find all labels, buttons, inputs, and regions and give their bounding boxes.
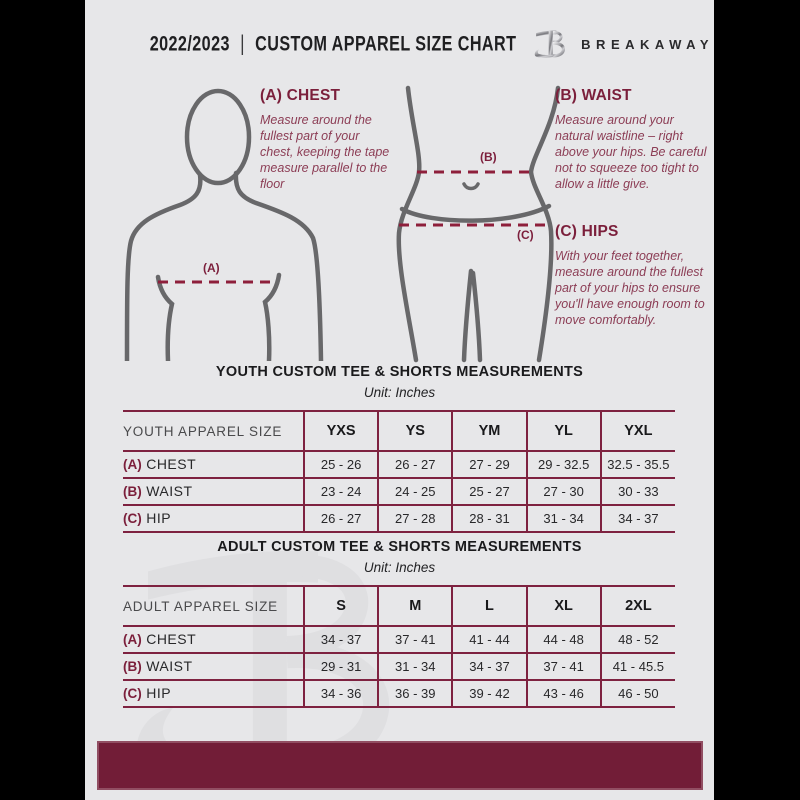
adult-size-xl: XL bbox=[527, 586, 601, 626]
adult-table-unit: Unit: Inches bbox=[363, 560, 436, 575]
cell: 27 - 29 bbox=[452, 451, 526, 478]
cell: 24 - 25 bbox=[378, 478, 452, 505]
cell: 32.5 - 35.5 bbox=[601, 451, 675, 478]
cell: 43 - 46 bbox=[527, 680, 601, 707]
youth-hip-label bbox=[123, 505, 304, 532]
cell: 25 - 26 bbox=[304, 451, 378, 478]
youth-size-yxs: YXS bbox=[304, 411, 378, 451]
header-divider: | bbox=[240, 31, 245, 56]
marker-chest: (A) bbox=[203, 261, 220, 275]
cell: 30 - 33 bbox=[601, 478, 675, 505]
row-label: WAIST bbox=[146, 482, 193, 499]
youth-size-column-header: YOUTH APPAREL SIZE bbox=[123, 423, 283, 439]
youth-size-ym: YM bbox=[452, 411, 526, 451]
youth-size-table bbox=[123, 410, 675, 533]
cell: 26 - 27 bbox=[378, 451, 452, 478]
adult-chest-label bbox=[123, 626, 304, 653]
cell: 25 - 27 bbox=[452, 478, 526, 505]
hips-body-text: With your feet together, measure around the fullest part of your hips to ensure you'll have enough room to move comfortably. bbox=[555, 249, 705, 327]
cell: 34 - 37 bbox=[304, 626, 378, 653]
chest-heading: (A) CHEST bbox=[260, 87, 341, 104]
youth-size-ys: YS bbox=[378, 411, 452, 451]
cell: 46 - 50 bbox=[601, 680, 675, 707]
cell: 37 - 41 bbox=[378, 626, 452, 653]
adult-hip-label bbox=[123, 680, 304, 707]
waist-heading: (B) WAIST bbox=[555, 87, 632, 104]
cell: 36 - 39 bbox=[378, 680, 452, 707]
row-label: HIP bbox=[146, 684, 172, 701]
waist-body-text: Measure around your natural waistline – right above your hips. Be careful not to squeeze too tight to allow a little give. bbox=[555, 113, 707, 191]
adult-size-column-header: ADULT APPAREL SIZE bbox=[123, 598, 278, 614]
row-prefix: (C) bbox=[123, 685, 142, 701]
cell: 29 - 31 bbox=[304, 653, 378, 680]
chest-body-text: Measure around the fullest part of your chest, keeping the tape measure parallel to the floor bbox=[260, 113, 390, 191]
marker-hips: (C) bbox=[517, 228, 534, 242]
cell: 34 - 37 bbox=[601, 505, 675, 532]
cell: 41 - 44 bbox=[452, 626, 526, 653]
row-label: CHEST bbox=[146, 630, 197, 647]
row-prefix: (A) bbox=[123, 631, 142, 647]
cell: 27 - 30 bbox=[527, 478, 601, 505]
size-chart-page bbox=[85, 0, 714, 800]
adult-waist-label bbox=[123, 653, 304, 680]
header-year: 2022/2023 bbox=[149, 31, 230, 56]
row-label: WAIST bbox=[146, 657, 193, 674]
header-title-group bbox=[150, 31, 517, 57]
hips-heading: (C) HIPS bbox=[555, 223, 619, 240]
youth-table-title: YOUTH CUSTOM TEE & SHORTS MEASUREMENTS bbox=[215, 364, 584, 380]
cell: 44 - 48 bbox=[527, 626, 601, 653]
table-row bbox=[123, 653, 675, 680]
cell: 41 - 45.5 bbox=[601, 653, 675, 680]
row-label: HIP bbox=[146, 509, 172, 526]
cell: 39 - 42 bbox=[452, 680, 526, 707]
header bbox=[85, 26, 714, 62]
adult-table-title: ADULT CUSTOM TEE & SHORTS MEASUREMENTS bbox=[217, 539, 582, 555]
row-prefix: (B) bbox=[123, 658, 142, 674]
cell: 34 - 36 bbox=[304, 680, 378, 707]
table-row bbox=[123, 680, 675, 707]
youth-waist-label bbox=[123, 478, 304, 505]
adult-size-s: S bbox=[304, 586, 378, 626]
row-prefix: (C) bbox=[123, 510, 142, 526]
brand-name: BREAKAWAY bbox=[581, 36, 714, 52]
youth-table-unit: Unit: Inches bbox=[363, 385, 436, 400]
marker-waist: (B) bbox=[480, 150, 497, 164]
footer-bar bbox=[97, 741, 703, 790]
cell: 37 - 41 bbox=[527, 653, 601, 680]
youth-chest-label bbox=[123, 451, 304, 478]
cell: 31 - 34 bbox=[378, 653, 452, 680]
adult-table-header-row bbox=[123, 586, 675, 626]
measurement-diagrams bbox=[85, 85, 714, 363]
adult-size-2xl: 2XL bbox=[601, 586, 675, 626]
youth-size-yxl: YXL bbox=[601, 411, 675, 451]
waist-hips-figure-icon bbox=[391, 85, 569, 363]
table-row bbox=[123, 451, 675, 478]
cell: 34 - 37 bbox=[452, 653, 526, 680]
cell: 48 - 52 bbox=[601, 626, 675, 653]
youth-table-header-row bbox=[123, 411, 675, 451]
youth-size-yl: YL bbox=[527, 411, 601, 451]
adult-size-l: L bbox=[452, 586, 526, 626]
row-prefix: (B) bbox=[123, 483, 142, 499]
cell: 26 - 27 bbox=[304, 505, 378, 532]
cell: 23 - 24 bbox=[304, 478, 378, 505]
cell: 31 - 34 bbox=[527, 505, 601, 532]
row-label: CHEST bbox=[146, 455, 197, 472]
hips-instruction bbox=[555, 223, 708, 328]
breakaway-b-logo-icon bbox=[530, 21, 571, 67]
cell: 29 - 32.5 bbox=[527, 451, 601, 478]
table-row bbox=[123, 505, 675, 532]
row-prefix: (A) bbox=[123, 456, 142, 472]
cell: 28 - 31 bbox=[452, 505, 526, 532]
table-row bbox=[123, 478, 675, 505]
cell: 27 - 28 bbox=[378, 505, 452, 532]
table-row bbox=[123, 626, 675, 653]
waist-instruction bbox=[555, 87, 708, 192]
adult-size-table bbox=[123, 585, 675, 708]
chest-instruction bbox=[260, 87, 393, 192]
page-title: CUSTOM APPAREL SIZE CHART bbox=[255, 31, 517, 56]
adult-size-m: M bbox=[378, 586, 452, 626]
